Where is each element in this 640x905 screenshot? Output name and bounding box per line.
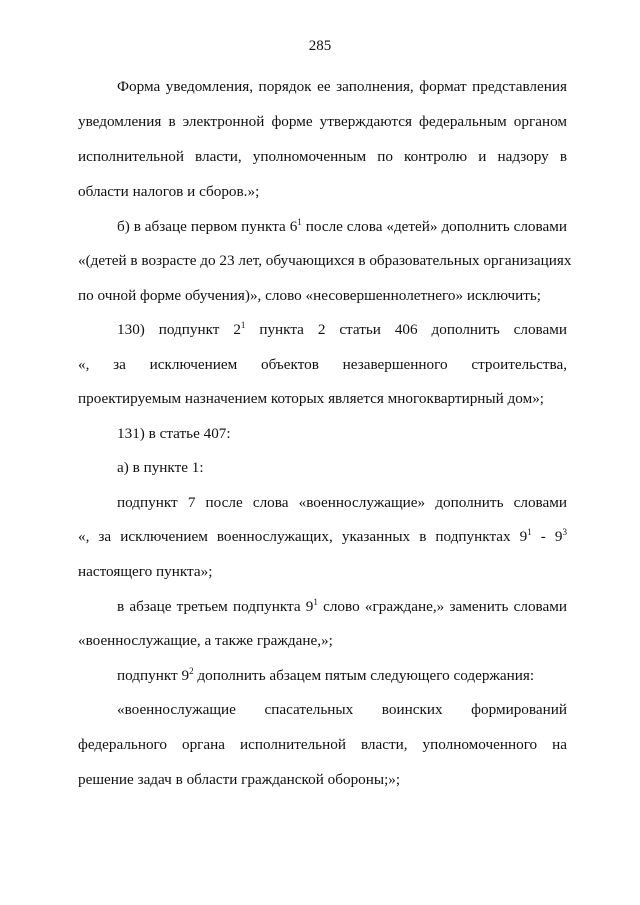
superscript: 1 — [527, 527, 532, 537]
superscript: 1 — [313, 597, 318, 607]
text-line — [78, 113, 567, 131]
text-line — [78, 390, 567, 408]
text: б) в абзаце первом пункта 6 — [117, 218, 298, 235]
text: Форма уведомления, порядок ее заполнения, формат представления — [117, 78, 567, 95]
text-line — [78, 736, 567, 754]
text: а) в пункте 1: — [117, 459, 204, 476]
text-line — [117, 78, 567, 96]
text: уведомления в электронной форме утверждаются федеральным органом — [78, 113, 567, 130]
text: слово «граждане,» заменить словами — [317, 598, 567, 615]
text-line — [117, 218, 567, 236]
text: 131) в статье 407: — [117, 425, 231, 442]
text: «, за исключением объектов незавершенного строительства, — [78, 356, 567, 373]
text-line — [78, 632, 567, 650]
text-line — [78, 287, 567, 305]
text-line — [117, 701, 567, 719]
text: «военнослужащие, а также граждане,»; — [78, 632, 333, 649]
superscript: 2 — [189, 666, 194, 676]
superscript: 1 — [240, 320, 246, 330]
text: подпункт 7 после слова «военнослужащие» дополнить словами — [117, 494, 567, 511]
text: области налогов и сборов.»; — [78, 183, 260, 200]
text-line — [78, 148, 567, 166]
text: «(детей в возрасте до 23 лет, обучающихся в образовательных организациях — [78, 252, 572, 269]
text: - 9 — [531, 528, 563, 545]
text-line — [78, 252, 572, 270]
text-line — [117, 425, 567, 443]
text: исполнительной власти, уполномоченным по контролю и надзору в — [78, 148, 567, 165]
text: «, за исключением военнослужащих, указанных в подпунктах 9 — [78, 528, 528, 545]
text-line — [78, 356, 567, 374]
text-line — [117, 494, 567, 512]
text: дополнить абзацем пятым следующего содержания: — [193, 667, 535, 684]
text: в абзаце третьем подпункта 9 — [117, 598, 314, 615]
text-line — [117, 598, 567, 616]
text: 130) подпункт 2 — [117, 321, 241, 338]
text-line — [78, 563, 567, 581]
text-line — [78, 771, 567, 789]
text-line — [117, 667, 567, 685]
text-line — [117, 459, 567, 477]
page-number: 285 — [308, 38, 332, 54]
text: решение задач в области гражданской обороны;»; — [78, 771, 401, 788]
superscript: 1 — [297, 217, 302, 227]
text: настоящего пункта»; — [78, 563, 213, 580]
text-line — [117, 321, 567, 339]
superscript: 3 — [562, 527, 567, 537]
text: пункта 2 статьи 406 дополнить словами — [245, 321, 568, 338]
text: подпункт 9 — [117, 667, 190, 684]
text: федерального органа исполнительной власти, уполномоченного на — [78, 736, 567, 753]
text: после слова «детей» дополнить словами — [301, 218, 567, 235]
text: «военнослужащие спасательных воинских формирований — [117, 701, 567, 718]
text: по очной форме обучения)», слово «несовершеннолетнего» исключить; — [78, 287, 542, 304]
text: проектируемым назначением которых является многоквартирный дом»; — [78, 390, 545, 407]
text-line — [78, 183, 567, 201]
text-line — [78, 528, 567, 546]
